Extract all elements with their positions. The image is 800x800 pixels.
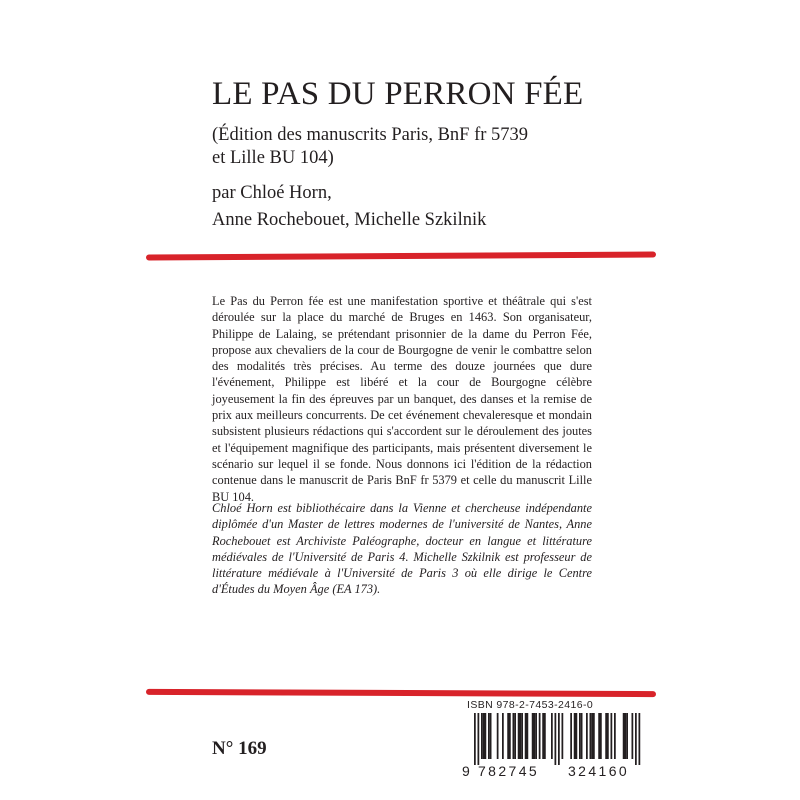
book-title: LE PAS DU PERRON FÉE [212,76,584,112]
authors-line: Anne Rochebouet, Michelle Szkilnik [212,210,487,230]
ean-lead-digit: 9 [462,763,470,779]
book-authors [212,180,486,234]
isbn-barcode-block [462,699,657,779]
ean-right-group: 324160 [568,763,630,779]
top-red-rule [146,251,656,260]
bottom-red-rule [146,689,656,697]
isbn-label: ISBN 978-2-7453-2416-0 [467,699,594,711]
authors-biography: Chloé Horn est bibliothécaire dans la Vienne et chercheuse indépendante diplômée d'un Master de lettres modernes de l'université de Nantes, Anne Rochebouet est Archiviste Paléographe, docteur en langue et littérature médiévales de l'Université de Paris 4. Michelle Szkilnik est professeur de littérature médiévale à l'Université de Paris 3 où elle dirige le Centre d'Études du Moyen Âge (EA 173). [212,501,592,597]
subtitle-line: (Édition des manuscrits Paris, BnF fr 5739 [212,125,529,145]
book-abstract: Le Pas du Perron fée est une manifestation sportive et théâtrale qui s'est déroulée sur la place du marché de Bruges en 1463. Son organisateur, Philippe de Lalaing, se prétendant prisonnier de la dame du Perron Fée, propose aux chevaliers de la cour de Bourgogne de venir le combattre selon des modalités très précises. Au terme des douze journées que dure l'événement, Philippe est libéré et la cour de Bourgogne célèbre joyeusement la fin des épreuves par un banquet, des danses et la remise de prix aux meilleurs concurrents. De cet événement chevaleresque et mondain subsistent plusieurs rédactions qui s'accordent sur le déroulement des joutes et l'équipement magnifique des participants, mais présentent diversement le scénario sur lequel il se fonde. Nous donnons ici l'édition de la rédaction contenue dans le manuscrit de Paris BnF fr 5379 et celle du manuscrit Lille BU 104. [212,294,592,504]
subtitle-line: et Lille BU 104) [212,148,334,168]
barcode-icon [462,713,657,765]
authors-line: par Chloé Horn, [212,183,332,203]
series-number: N° 169 [212,738,267,759]
book-subtitle [212,124,528,170]
ean-left-group: 782745 [478,763,540,779]
